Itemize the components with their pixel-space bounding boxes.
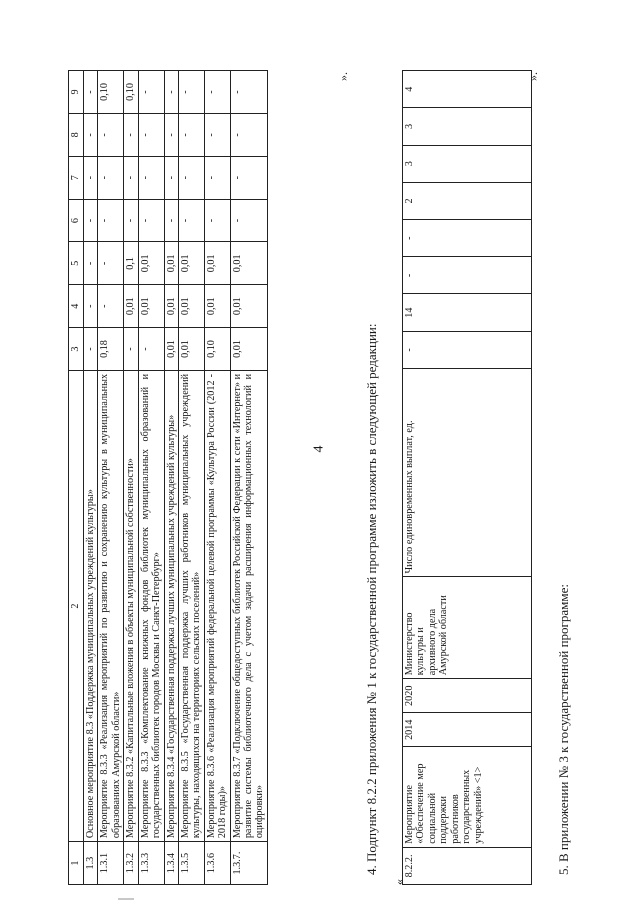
value-cell: -: [138, 71, 164, 114]
executor: Министерство культуры и архивного дела Амурской области: [403, 577, 532, 679]
row-description: Мероприятие 8.3.3 «Комплектование книжных фондов библиотек муниципальных образований и государственных библиотек городов Москвы и Санкт-Петербург»: [138, 370, 164, 841]
table-row: [138, 71, 164, 885]
header-cell: 5: [69, 242, 84, 285]
row-description: Мероприятие 8.3.7 «Подключение общедоступных библиотек Российской Федерации к сети «Интернет» и развитие системы библиотечного дела с учетом задачи расширения информационных технологий и оцифровки»: [230, 370, 267, 841]
header-cell: 7: [69, 156, 84, 199]
row-code: 1.3.4: [164, 842, 178, 885]
row-code: 1.3: [84, 842, 98, 885]
row-code: 1.3.5: [178, 842, 204, 885]
row-code: 1.3.2: [124, 842, 138, 885]
value-cell: 0,01: [164, 285, 178, 328]
header-cell: 3: [69, 328, 84, 371]
row-code: 1.3.3: [138, 842, 164, 885]
value-cell: -: [178, 71, 204, 114]
value-cell: -: [124, 156, 138, 199]
measure-name: Мероприятие «Обеспечение мер социальной поддержки работников государственных учреждений» <1>: [403, 747, 532, 848]
value-cell: -: [98, 242, 124, 285]
value-cell: 0,01: [138, 242, 164, 285]
value-cell: 0,01: [138, 285, 164, 328]
row-description: Мероприятие 8.3.2 «Капитальные вложения в объекты муниципальной собственности»: [124, 370, 138, 841]
year-end: 2020: [403, 679, 532, 713]
paragraph-4: 4. Подпункт 8.2.2 приложения № 1 к государственной программе изложить в следующей редакции:: [364, 323, 379, 875]
row-code: 1.3.7.: [230, 842, 267, 885]
value-cell: -: [98, 156, 124, 199]
value-cell: 0,10: [204, 328, 230, 371]
value-cell: -: [98, 113, 124, 156]
row-description: Основное мероприятие 8.3 «Поддержка муниципальных учреждений культуры»: [84, 370, 98, 841]
value-cell: -: [124, 328, 138, 371]
table-row: [230, 71, 267, 885]
value-cell: -: [164, 71, 178, 114]
value-cell: 0,01: [178, 285, 204, 328]
value-cell: -: [230, 156, 267, 199]
value-cell: -: [84, 328, 98, 371]
table-row: [124, 71, 138, 885]
value-cell: -: [403, 257, 532, 294]
value-cell: -: [178, 156, 204, 199]
value-cell: 14: [403, 294, 532, 331]
value-cell: -: [230, 199, 267, 242]
value-cell: 0,01: [204, 242, 230, 285]
value-cell: 0,01: [178, 242, 204, 285]
table-row: [204, 71, 230, 885]
value-cell: -: [84, 199, 98, 242]
table-row: [84, 71, 98, 885]
header-cell: 8: [69, 113, 84, 156]
row-code: 1.3.1: [98, 842, 124, 885]
table-row: [98, 71, 124, 885]
quote-open: «: [392, 879, 406, 885]
value-cell: -: [98, 285, 124, 328]
value-cell: -: [204, 156, 230, 199]
value-cell: -: [178, 113, 204, 156]
year-start: 2014: [403, 713, 532, 747]
value-cell: -: [164, 156, 178, 199]
value-cell: 2: [403, 182, 532, 219]
value-cell: -: [84, 71, 98, 114]
paragraph-5: 5. В приложении № 3 к государственной программе:: [556, 584, 571, 875]
row-code: 8.2.2.: [403, 847, 532, 884]
value-cell: 3: [403, 108, 532, 145]
value-cell: -: [84, 242, 98, 285]
value-cell: 0,01: [124, 285, 138, 328]
activities-table: [68, 70, 268, 885]
value-cell: -: [138, 113, 164, 156]
value-cell: -: [178, 199, 204, 242]
row-description: Мероприятие 8.3.3 «Реализация мероприятий по развитию и сохранению культуры в муниципальных образованиях Амурской области»: [98, 370, 124, 841]
subitem-table: [402, 70, 532, 885]
table-row: [164, 71, 178, 885]
value-cell: -: [403, 220, 532, 257]
value-cell: 0,01: [230, 242, 267, 285]
value-cell: 0,01: [164, 328, 178, 371]
value-cell: 0,10: [98, 71, 124, 114]
scan-smudge: [118, 898, 134, 900]
value-cell: -: [230, 71, 267, 114]
value-cell: -: [84, 285, 98, 328]
value-cell: -: [230, 113, 267, 156]
header-cell: 1: [69, 842, 84, 885]
quote-close: ».: [526, 72, 540, 81]
page-number: 4: [311, 445, 327, 453]
value-cell: -: [164, 199, 178, 242]
rotated-document-body: [68, 70, 588, 885]
header-cell: 2: [69, 370, 84, 841]
header-cell: 4: [69, 285, 84, 328]
table-row: [178, 71, 204, 885]
header-cell: 6: [69, 199, 84, 242]
indicator: Число единовременных выплат, ед.: [403, 368, 532, 577]
value-cell: -: [204, 71, 230, 114]
value-cell: 0,1: [124, 242, 138, 285]
table-row: [403, 71, 532, 885]
value-cell: 0,18: [98, 328, 124, 371]
header-cell: 9: [69, 71, 84, 114]
row-description: Мероприятие 8.3.6 «Реализация мероприятий федеральной целевой программы «Культура России (2012 - 2018 годы)»: [204, 370, 230, 841]
value-cell: -: [138, 328, 164, 371]
value-cell: 0,01: [230, 285, 267, 328]
value-cell: 0,01: [204, 285, 230, 328]
value-cell: -: [98, 199, 124, 242]
row-description: Мероприятие 8.3.5 «Государственная поддержка лучших работников муниципальных учреждений культуры, находящихся на территориях сельских поселений»: [178, 370, 204, 841]
row-code: 1.3.6: [204, 842, 230, 885]
value-cell: -: [124, 199, 138, 242]
value-cell: 0,10: [124, 71, 138, 114]
value-cell: 4: [403, 71, 532, 108]
value-cell: -: [138, 199, 164, 242]
row-description: Мероприятие 8.3.4 «Государственная поддержка лучших муниципальных учреждений культуры»: [164, 370, 178, 841]
value-cell: -: [204, 199, 230, 242]
quote-close: ».: [336, 72, 350, 81]
value-cell: -: [84, 156, 98, 199]
value-cell: -: [204, 113, 230, 156]
value-cell: -: [403, 331, 532, 368]
value-cell: -: [124, 113, 138, 156]
value-cell: -: [138, 156, 164, 199]
value-cell: 0,01: [230, 328, 267, 371]
value-cell: 0,01: [178, 328, 204, 371]
value-cell: 3: [403, 145, 532, 182]
value-cell: -: [84, 113, 98, 156]
value-cell: 0,01: [164, 242, 178, 285]
value-cell: -: [164, 113, 178, 156]
table-header-row: [69, 71, 84, 885]
